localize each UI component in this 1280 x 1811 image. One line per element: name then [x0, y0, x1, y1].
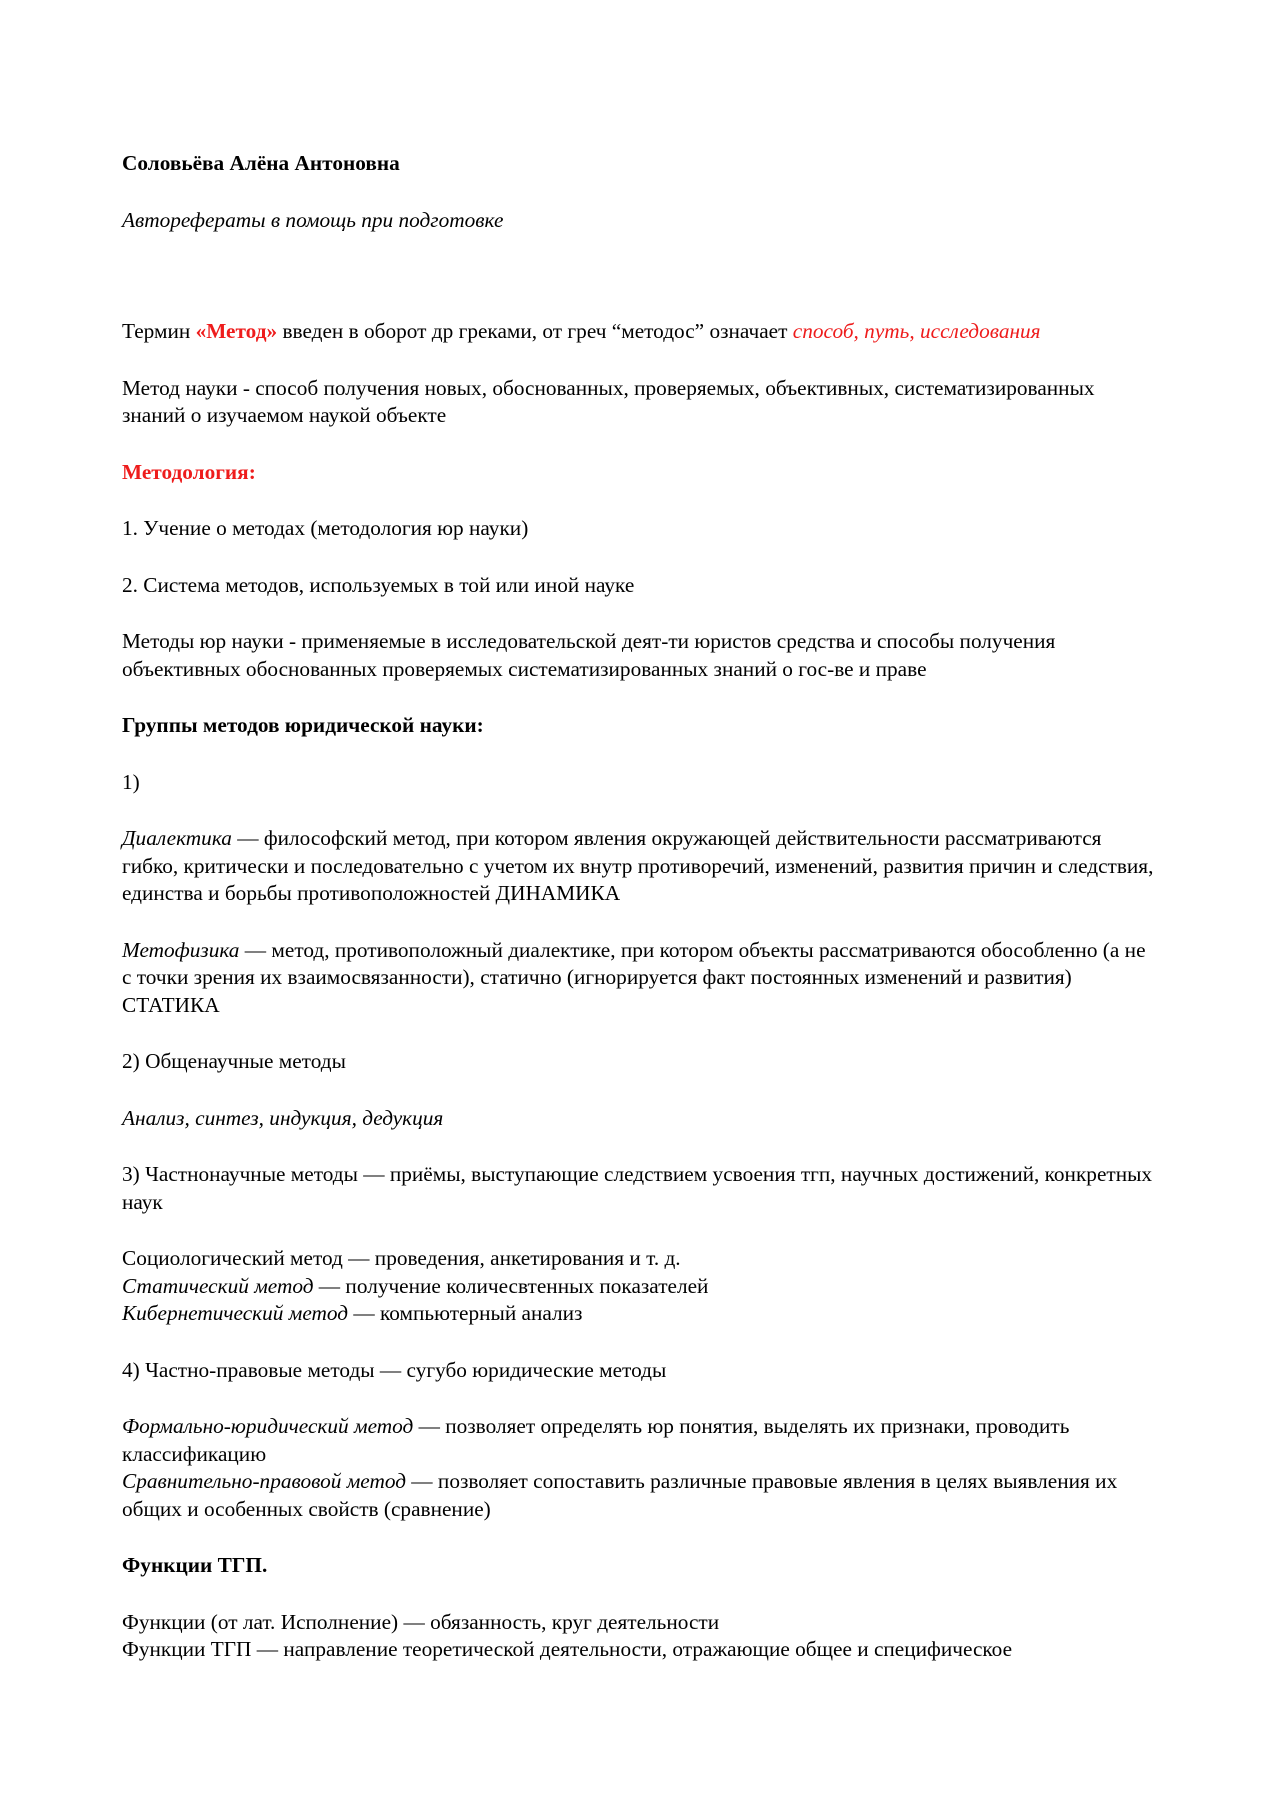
term-paragraph [122, 318, 1160, 346]
statistical-method [122, 1273, 1160, 1301]
statistical-text: — получение количесвтенных показателей [313, 1273, 709, 1298]
methodology-heading: Методология: [122, 459, 256, 484]
method-definition: Метод науки - способ получения новых, обоснованных, проверяемых, объективных, систематизированных знаний о изучаемом наукой объекте [122, 375, 1095, 427]
term-meaning: способ, путь, исследования [792, 319, 1041, 343]
comparative-legal-method [122, 1468, 1160, 1523]
formal-legal-method [122, 1413, 1160, 1468]
cybernetic-text: — компьютерный анализ [348, 1301, 583, 1325]
methodology-item-2: 2. Система методов, используемых в той или иной науке [122, 572, 635, 597]
group-2-list: Анализ, синтез, индукция, дедукция [122, 1105, 444, 1130]
term-word: «Метод» [195, 319, 278, 343]
cybernetic-method [122, 1300, 1160, 1328]
dialectics-term: Диалектика [122, 826, 232, 850]
term-middle: введен в оборот др греками, от греч “методос” означает [277, 319, 793, 343]
dialectics-text: — философский метод, при котором явления окружающей действительности рассматриваются гибко, критически и последовательно с учетом их внутр противоречий, изменений, развития причин и следствия, единства и борьбы противоположностей ДИНАМИКА [122, 826, 1154, 905]
comparative-term: Сравнительно-правовой метод [122, 1469, 406, 1493]
comparative-text: — позволяет сопоставить различные правовые явления в целях выявления их общих и особенных свойств (сравнение) [122, 1469, 1118, 1521]
group-1-label: 1) [122, 769, 140, 794]
groups-heading: Группы методов юридической науки: [122, 713, 484, 737]
formal-term: Формально-юридический метод [122, 1414, 414, 1438]
statistical-term: Статический метод [122, 1273, 314, 1298]
author-name: Соловьёва Алёна Антоновна [122, 151, 400, 175]
formal-text: — позволяет определять юр понятия, выделять их признаки, проводить классификацию [122, 1414, 1070, 1466]
functions-line-1: Функции (от лат. Исполнение) — обязанность, круг деятельности [122, 1609, 720, 1634]
functions-line-2: Функции ТГП — направление теоретической деятельности, отражающие общее и специфическое [122, 1637, 1013, 1661]
term-prefix: Термин [122, 319, 196, 343]
group-3-label: 3) Частнонаучные методы — приёмы, выступающие следствием усвоения тгп, научных достижений, конкретных наук [122, 1162, 1153, 1214]
metaphysics-paragraph [122, 937, 1160, 1020]
methodology-item-1: 1. Учение о методах (методология юр науки) [122, 516, 529, 540]
subtitle: Авторефераты в помощь при подготовке [122, 207, 504, 232]
dialectics-paragraph [122, 825, 1160, 908]
functions-heading: Функции ТГП. [122, 1553, 268, 1577]
legal-methods-definition: Методы юр науки - применяемые в исследовательской деят-ти юристов средства и способы получения объективных обоснованных проверяемых систематизированных знаний о гос-ве и праве [122, 629, 1056, 681]
group-2-label: 2) Общенаучные методы [122, 1049, 346, 1073]
sociological-method: Социологический метод — проведения, анкетирования и т. д. [122, 1246, 681, 1270]
group-4-label: 4) Частно-правовые методы — сугубо юридические методы [122, 1357, 667, 1382]
cybernetic-term: Кибернетический метод [122, 1301, 349, 1325]
metaphysics-term: Метофизика [122, 937, 240, 962]
metaphysics-text: — метод, противоположный диалектике, при котором объекты рассматриваются обособленно (а не с точки зрения их взаимосвязанности), статично (игнорируется факт постоянных изменений и развития) СТАТИКА [122, 937, 1146, 1017]
